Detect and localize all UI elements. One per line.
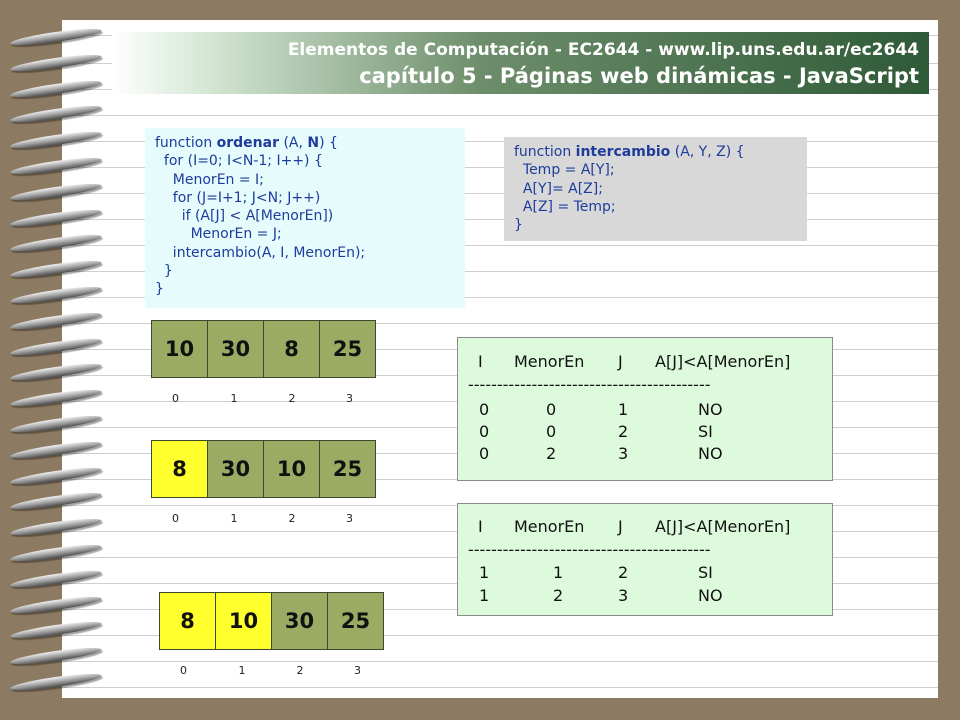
array-index: 0 [172, 392, 179, 405]
trace-header: MenorEn [514, 517, 585, 536]
trace-header: A[J]<A[MenorEn] [655, 517, 791, 536]
array-cell: 30 [271, 592, 328, 650]
code-line: A[Y]= A[Z]; [514, 180, 603, 197]
array-cell: 10 [151, 320, 208, 378]
code-line: A[Z] = Temp; [514, 198, 616, 215]
trace-cell: 2 [553, 586, 564, 605]
trace-table-1 [457, 337, 833, 481]
ordenar-code-block [145, 128, 465, 308]
trace-cell: 1 [479, 563, 490, 582]
code-line: function ordenar (A, N) { [155, 135, 338, 151]
trace-cell: SI [698, 563, 713, 582]
code-line: for (I=0; I<N-1; I++) { [155, 153, 323, 170]
array-state-2 [152, 440, 376, 498]
param-n: N [307, 135, 320, 151]
array-cell-sorted: 8 [159, 592, 216, 650]
function-name: intercambio [575, 144, 671, 160]
array-cell: 25 [327, 592, 384, 650]
array-cell: 25 [319, 320, 376, 378]
code-line: for (J=I+1; J<N; J++) [155, 189, 321, 206]
chapter-title: capítulo 5 - Páginas web dinámicas - JavaScript [359, 64, 919, 88]
array-indices-2 [147, 512, 379, 525]
array-index: 1 [230, 512, 238, 525]
trace-cell: 0 [479, 400, 490, 419]
trace-table-2 [457, 503, 833, 616]
trace-cell: 2 [618, 563, 629, 582]
trace-cell: 1 [479, 586, 490, 605]
code-line: Temp = A[Y]; [514, 162, 615, 179]
array-index: 3 [346, 392, 353, 405]
code-line: intercambio(A, I, MenorEn); [155, 244, 366, 261]
trace-header: J [618, 352, 623, 371]
trace-cell: 3 [618, 444, 629, 463]
code-line: MenorEn = I; [155, 171, 264, 188]
trace-header: J [618, 517, 623, 536]
function-name: ordenar [216, 135, 279, 151]
trace-cell: NO [698, 444, 723, 463]
array-index: 3 [346, 512, 353, 525]
intercambio-code-block [504, 137, 807, 241]
trace-cell: NO [698, 400, 723, 419]
trace-cell: 0 [479, 422, 490, 441]
trace-cell: 0 [479, 444, 490, 463]
array-index: 2 [296, 664, 304, 677]
code-line: } [514, 217, 523, 234]
array-index: 2 [288, 392, 296, 405]
trace-separator: ------------------------------------------ [468, 540, 711, 559]
array-state-3 [160, 592, 384, 650]
array-index: 0 [180, 664, 187, 677]
trace-cell: 1 [553, 563, 564, 582]
trace-cell: 2 [618, 422, 629, 441]
course-title: Elementos de Computación - EC2644 - www.lip.uns.edu.ar/ec2644 [287, 40, 919, 60]
array-index: 1 [230, 392, 238, 405]
array-index: 3 [354, 664, 361, 677]
array-cell: 25 [319, 440, 376, 498]
code-line: } [155, 281, 164, 298]
array-indices-3 [155, 664, 387, 677]
trace-header: A[J]<A[MenorEn] [655, 352, 791, 371]
array-cell-sorted: 10 [215, 592, 272, 650]
trace-cell: NO [698, 586, 723, 605]
array-index: 2 [288, 512, 296, 525]
array-cell: 8 [263, 320, 320, 378]
array-cell-sorted: 8 [151, 440, 208, 498]
trace-cell: SI [698, 422, 713, 441]
array-state-1 [152, 320, 376, 378]
array-index: 0 [172, 512, 179, 525]
trace-cell: 3 [618, 586, 629, 605]
array-cell: 30 [207, 320, 264, 378]
trace-header: MenorEn [514, 352, 585, 371]
trace-cell: 2 [546, 444, 557, 463]
trace-header: I [478, 517, 483, 536]
slide-header [112, 32, 929, 94]
code-line: if (A[J] < A[MenorEn]) [155, 208, 334, 225]
code-line: } [155, 263, 173, 280]
code-line: MenorEn = J; [155, 226, 282, 243]
array-cell: 30 [207, 440, 264, 498]
array-cell: 10 [263, 440, 320, 498]
trace-cell: 0 [546, 400, 557, 419]
array-indices-1 [147, 392, 379, 405]
trace-cell: 1 [618, 400, 629, 419]
code-line: function intercambio (A, Y, Z) { [514, 144, 745, 160]
trace-separator: ------------------------------------------ [468, 375, 711, 394]
array-index: 1 [238, 664, 246, 677]
trace-cell: 0 [546, 422, 557, 441]
trace-header: I [478, 352, 483, 371]
